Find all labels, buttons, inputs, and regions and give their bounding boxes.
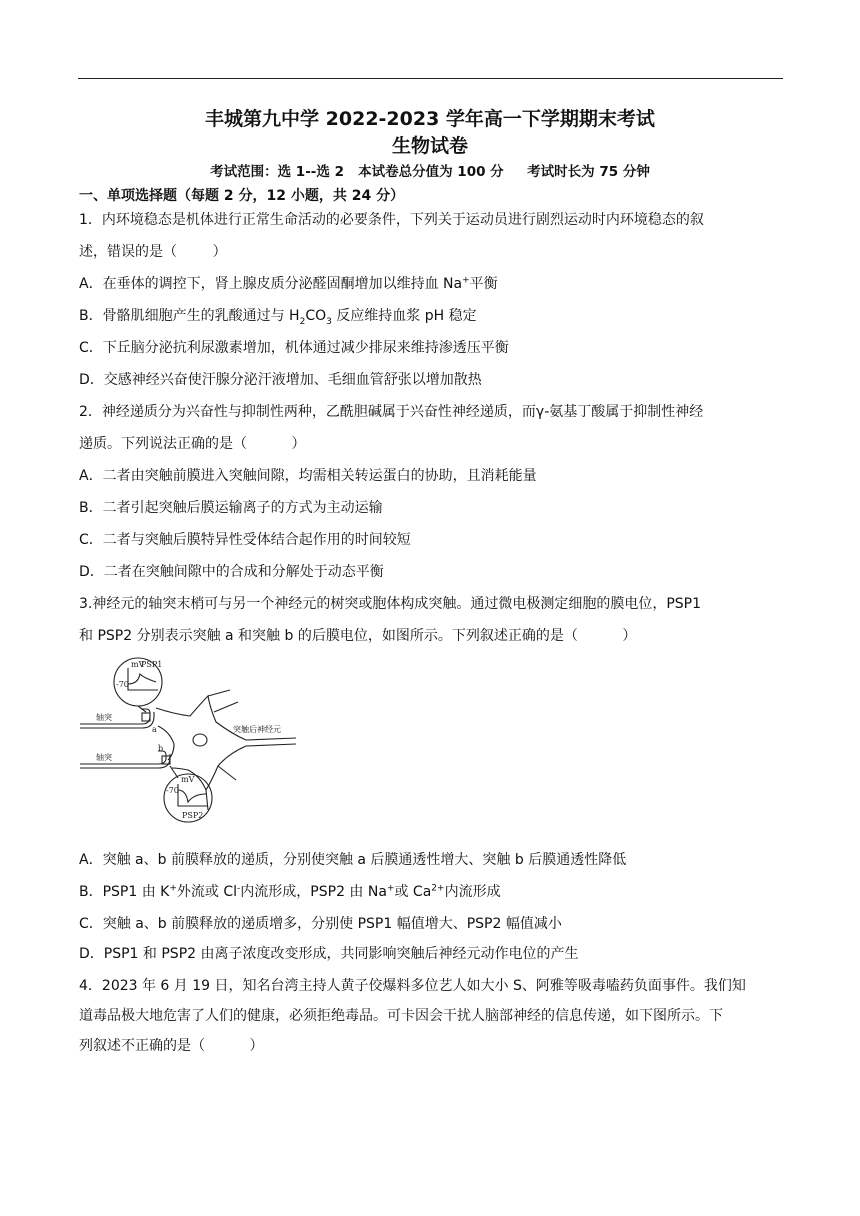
q2-option-b: B．二者引起突触后膜运输离子的方式为主动运输 — [79, 500, 383, 516]
q1-stem-line-2: 述，错误的是（ ） — [79, 244, 227, 260]
q4-stem-line-2: 道毒品极大地危害了人们的健康，必须拒绝毒品。可卡因会干扰人脑部神经的信息传递，如下图所示。下 — [79, 1008, 723, 1024]
q2-option-a: A．二者由突触前膜进入突触间隙，均需相关转运蛋白的协助，且消耗能量 — [79, 468, 537, 484]
q3-option-b-sup-3: + — [386, 883, 395, 894]
figure-label-postsynaptic: 突触后神经元 — [233, 725, 281, 734]
q3-option-b-part-4: 或 Ca — [394, 884, 432, 900]
section-heading: 一、单项选择题（每题 2 分，12 小题，共 24 分） — [79, 188, 405, 204]
q1-option-b-text: B．骨骼肌细胞产生的乳酸通过与 H — [79, 308, 300, 324]
q1-option-b-mid: CO — [305, 308, 327, 324]
exam-meta: 考试范围：选 1--选 2 本试卷总分值为 100 分 考试时长为 75 分钟 — [210, 164, 650, 180]
q3-option-b-sup-2: - — [237, 883, 241, 894]
q1-option-b — [79, 307, 477, 325]
q1-option-b-tail: 反应维持血浆 pH 稳定 — [331, 308, 477, 324]
q1-option-a — [79, 275, 498, 293]
q1-option-b-sub-1: 2 — [299, 316, 306, 327]
q3-option-b — [79, 883, 501, 901]
q4-stem-line-3: 列叙述不正确的是（ ） — [79, 1038, 264, 1054]
q3-option-b-part-5: 内流形成 — [444, 884, 501, 900]
q3-option-b-part-1: B．PSP1 由 K — [79, 884, 170, 900]
q1-stem-line-1: 1．内环境稳态是机体进行正常生命活动的必要条件，下列关于运动员进行剧烈运动时内环境稳态的叙 — [79, 212, 704, 228]
figure-label-b: b — [158, 744, 164, 753]
figure-label-minus70-1: -70 — [116, 680, 129, 689]
q1-option-a-tail: 平衡 — [469, 276, 498, 292]
q2-option-c: C．二者与突触后膜特异性受体结合起作用的时间较短 — [79, 532, 411, 548]
q3-option-b-part-2: 外流或 Cl — [176, 884, 238, 900]
figure-label-psp2: PSP2 — [182, 811, 204, 820]
q4-stem-line-1: 4．2023 年 6 月 19 日，知名台湾主持人黄子佼爆料多位艺人如大小 S、阿雅等吸毒嗑药负面事件。我们知 — [79, 978, 746, 994]
q3-stem-line-2: 和 PSP2 分别表示突触 a 和突触 b 的后膜电位，如图所示。下列叙述正确的是（ ） — [79, 628, 637, 644]
q3-stem-line-1: 3.神经元的轴突末梢可与另一个神经元的树突或胞体构成突触。通过微电极测定细胞的膜电位，PSP1 — [79, 596, 702, 612]
figure-label-mv-2: mV — [181, 775, 195, 784]
q3-option-d: D．PSP1 和 PSP2 由离子浓度改变形成，共同影响突触后神经元动作电位的产生 — [79, 946, 579, 962]
q3-option-a: A．突触 a、b 前膜释放的递质，分别使突触 a 后膜通透性增大、突触 b 后膜通透性降低 — [79, 852, 627, 868]
figure-label-axon-1: 轴突 — [96, 713, 112, 722]
exam-title: 丰城第九中学 2022-2023 学年高一下学期期末考试 — [205, 108, 655, 130]
figure-label-mv-1: mV — [131, 660, 145, 669]
q1-option-c: C．下丘脑分泌抗利尿激素增加，机体通过减少排尿来维持渗透压平衡 — [79, 340, 509, 356]
q2-stem-line-1: 2．神经递质分为兴奋性与抑制性两种，乙酰胆碱属于兴奋性神经递质，而γ-氨基丁酸属于抑制性神经 — [79, 404, 704, 420]
q2-option-d: D．二者在突触间隙中的合成和分解处于动态平衡 — [79, 564, 384, 580]
q1-option-a-text: A．在垂体的调控下，肾上腺皮质分泌醛固酮增加以维持血 Na — [79, 276, 463, 292]
q3-option-b-sup-4: 2+ — [431, 883, 445, 894]
figure-label-psp1: PSP1 — [141, 660, 163, 669]
q2-stem-line-2: 递质。下列说法正确的是（ ） — [79, 436, 306, 452]
q3-option-c: C．突触 a、b 前膜释放的递质增多，分别使 PSP1 幅值增大、PSP2 幅值减小 — [79, 916, 562, 932]
q1-option-b-sub-2: 3 — [326, 316, 332, 327]
q1-option-d: D．交感神经兴奋使汗腺分泌汗液增加、毛细血管舒张以增加散热 — [79, 372, 482, 388]
synapse-figure — [78, 656, 300, 824]
figure-label-a: a — [152, 725, 157, 734]
exam-subtitle: 生物试卷 — [391, 135, 468, 157]
q3-option-b-sup-1: + — [169, 883, 177, 894]
figure-label-minus70-2: -70 — [166, 786, 179, 795]
q3-option-b-part-3: 内流形成，PSP2 由 Na — [240, 884, 387, 900]
header-rule — [78, 78, 783, 79]
figure-label-axon-2: 轴突 — [96, 753, 112, 762]
q1-option-a-sup: + — [462, 275, 470, 286]
